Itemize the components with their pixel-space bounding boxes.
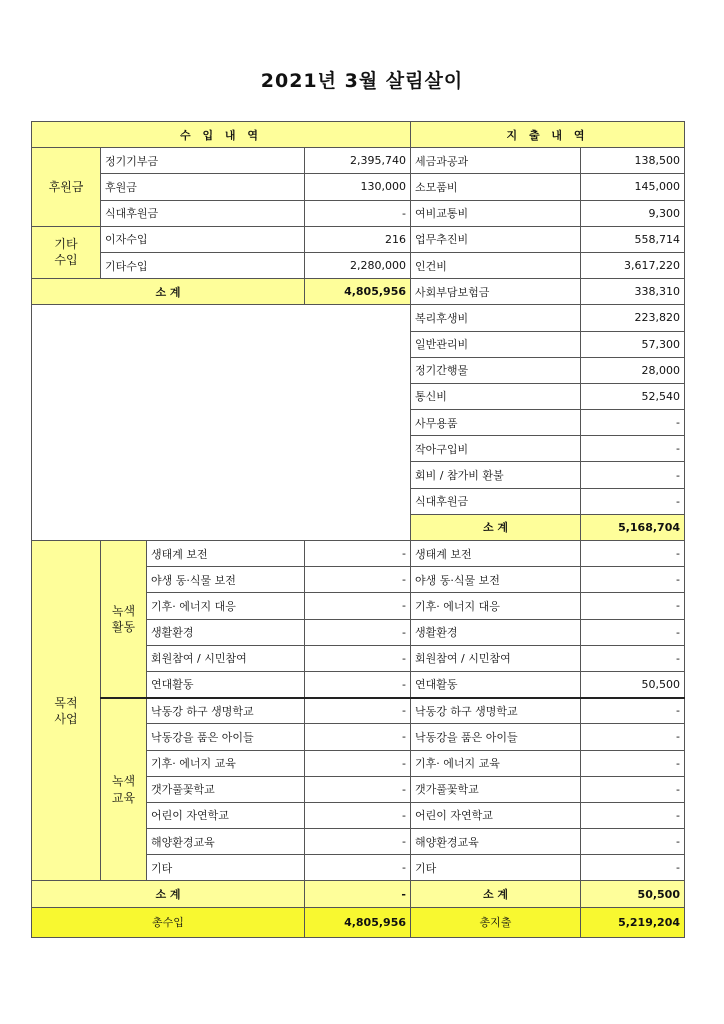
expense-item-amount: 28,000 — [581, 357, 685, 383]
table-row — [32, 252, 685, 278]
purpose-income-name: 생활환경 — [147, 619, 305, 645]
income-group-label: 후원금 — [32, 148, 101, 227]
table-row — [32, 200, 685, 226]
purpose-income-amount: - — [305, 619, 411, 645]
expense-item-amount: 138,500 — [581, 148, 685, 174]
income-item-amount: 2,395,740 — [305, 148, 411, 174]
expense-item-name: 업무추진비 — [411, 226, 581, 252]
expense-item-amount: - — [581, 410, 685, 436]
purpose-income-name: 낙동강을 품은 아이들 — [147, 724, 305, 750]
purpose-expense-amount: - — [581, 645, 685, 671]
expense-item-name: 사회부담보험금 — [411, 279, 581, 305]
income-item-name: 이자수입 — [101, 226, 305, 252]
expense-item-name: 복리후생비 — [411, 305, 581, 331]
income-group-label: 기타 수입 — [32, 226, 101, 278]
expense-item-name: 소모품비 — [411, 174, 581, 200]
income-item-amount: 130,000 — [305, 174, 411, 200]
total-expense-label: 총지출 — [411, 907, 581, 937]
income-item-name: 정기기부금 — [101, 148, 305, 174]
income-item-name: 식대후원금 — [101, 200, 305, 226]
purpose-expense-name: 회원참여 / 시민참여 — [411, 645, 581, 671]
income-header: 수 입 내 역 — [32, 122, 411, 148]
income-item-name: 기타수입 — [101, 252, 305, 278]
expense-item-name: 여비교통비 — [411, 200, 581, 226]
purpose-expense-amount: - — [581, 724, 685, 750]
table-row — [32, 279, 685, 305]
purpose-expense-name: 낙동강을 품은 아이들 — [411, 724, 581, 750]
blank-area — [32, 305, 411, 541]
purpose-income-name: 야생 동·식물 보전 — [147, 567, 305, 593]
income-subtotal-label: 소 계 — [32, 279, 305, 305]
table-row — [32, 305, 685, 331]
page-title: 2021년 3월 살림살이 — [260, 70, 464, 92]
purpose-expense-subtotal-label: 소 계 — [411, 881, 581, 907]
purpose-label: 목적 사업 — [32, 541, 101, 881]
purpose-income-amount: - — [305, 724, 411, 750]
purpose-expense-amount: - — [581, 855, 685, 881]
purpose-income-subtotal: - — [305, 881, 411, 907]
purpose-expense-name: 연대활동 — [411, 671, 581, 697]
expense-item-amount: 338,310 — [581, 279, 685, 305]
purpose-subtotal-row — [32, 881, 685, 907]
purpose-expense-name: 야생 동·식물 보전 — [411, 567, 581, 593]
purpose-income-amount: - — [305, 593, 411, 619]
purpose-expense-amount: - — [581, 698, 685, 724]
purpose-expense-name: 해양환경교육 — [411, 829, 581, 855]
purpose-income-amount: - — [305, 855, 411, 881]
purpose-expense-amount: - — [581, 802, 685, 828]
table-row — [32, 226, 685, 252]
purpose-income-name: 기후· 에너지 대응 — [147, 593, 305, 619]
expense-item-name: 통신비 — [411, 383, 581, 409]
purpose-expense-name: 생활환경 — [411, 619, 581, 645]
purpose-income-amount: - — [305, 671, 411, 697]
expense-item-name: 세금과공과 — [411, 148, 581, 174]
expense-item-amount: 3,617,220 — [581, 252, 685, 278]
table-row — [32, 698, 685, 724]
expense-item-amount: 57,300 — [581, 331, 685, 357]
purpose-group-label: 녹색 활동 — [101, 541, 147, 698]
budget-table — [31, 121, 685, 938]
purpose-expense-amount: - — [581, 619, 685, 645]
purpose-expense-amount: 50,500 — [581, 671, 685, 697]
purpose-expense-name: 생태계 보전 — [411, 541, 581, 567]
purpose-income-name: 기후· 에너지 교육 — [147, 750, 305, 776]
table-row — [32, 148, 685, 174]
purpose-expense-amount: - — [581, 750, 685, 776]
purpose-income-name: 연대활동 — [147, 671, 305, 697]
expense-item-amount: 558,714 — [581, 226, 685, 252]
purpose-expense-amount: - — [581, 829, 685, 855]
purpose-income-amount: - — [305, 698, 411, 724]
totals-row — [32, 907, 685, 937]
purpose-income-amount: - — [305, 776, 411, 802]
purpose-expense-name: 기후· 에너지 대응 — [411, 593, 581, 619]
expense-item-name: 회비 / 참가비 환불 — [411, 462, 581, 488]
total-income: 4,805,956 — [305, 907, 411, 937]
income-item-name: 후원금 — [101, 174, 305, 200]
table-row — [32, 541, 685, 567]
purpose-income-amount: - — [305, 802, 411, 828]
purpose-expense-subtotal: 50,500 — [581, 881, 685, 907]
expense-item-name: 식대후원금 — [411, 488, 581, 514]
purpose-income-name: 해양환경교육 — [147, 829, 305, 855]
purpose-income-amount: - — [305, 750, 411, 776]
purpose-income-amount: - — [305, 645, 411, 671]
expense-subtotal: 5,168,704 — [581, 514, 685, 540]
expense-item-amount: 52,540 — [581, 383, 685, 409]
purpose-expense-name: 어린이 자연학교 — [411, 802, 581, 828]
purpose-expense-amount: - — [581, 593, 685, 619]
purpose-expense-amount: - — [581, 567, 685, 593]
expense-item-amount: 145,000 — [581, 174, 685, 200]
purpose-income-name: 회원참여 / 시민참여 — [147, 645, 305, 671]
expense-item-name: 작아구입비 — [411, 436, 581, 462]
budget-body — [32, 122, 685, 938]
table-row — [32, 174, 685, 200]
purpose-income-name: 어린이 자연학교 — [147, 802, 305, 828]
expense-item-name: 정기간행물 — [411, 357, 581, 383]
expense-subtotal-label: 소 계 — [411, 514, 581, 540]
expense-item-amount: - — [581, 462, 685, 488]
purpose-expense-name: 기후· 에너지 교육 — [411, 750, 581, 776]
total-income-label: 총수입 — [32, 907, 305, 937]
purpose-expense-name: 갯가풀꽃학교 — [411, 776, 581, 802]
purpose-expense-amount: - — [581, 776, 685, 802]
purpose-income-amount: - — [305, 829, 411, 855]
purpose-income-name: 낙동강 하구 생명학교 — [147, 698, 305, 724]
expense-item-amount: - — [581, 488, 685, 514]
purpose-income-name: 생태계 보전 — [147, 541, 305, 567]
purpose-income-amount: - — [305, 567, 411, 593]
income-item-amount: - — [305, 200, 411, 226]
purpose-group-label: 녹색 교육 — [101, 698, 147, 881]
expense-item-amount: 223,820 — [581, 305, 685, 331]
total-expense: 5,219,204 — [581, 907, 685, 937]
income-item-amount: 2,280,000 — [305, 252, 411, 278]
purpose-income-name: 기타 — [147, 855, 305, 881]
purpose-income-amount: - — [305, 541, 411, 567]
income-item-amount: 216 — [305, 226, 411, 252]
income-subtotal: 4,805,956 — [305, 279, 411, 305]
expense-item-amount: 9,300 — [581, 200, 685, 226]
expense-header: 지 출 내 역 — [411, 122, 685, 148]
purpose-income-name: 갯가풀꽃학교 — [147, 776, 305, 802]
header-row — [32, 122, 685, 148]
expense-item-amount: - — [581, 436, 685, 462]
purpose-income-subtotal-label: 소 계 — [32, 881, 305, 907]
purpose-expense-name: 기타 — [411, 855, 581, 881]
purpose-expense-name: 낙동강 하구 생명학교 — [411, 698, 581, 724]
purpose-expense-amount: - — [581, 541, 685, 567]
expense-item-name: 일반관리비 — [411, 331, 581, 357]
expense-item-name: 사무용품 — [411, 410, 581, 436]
expense-item-name: 인건비 — [411, 252, 581, 278]
